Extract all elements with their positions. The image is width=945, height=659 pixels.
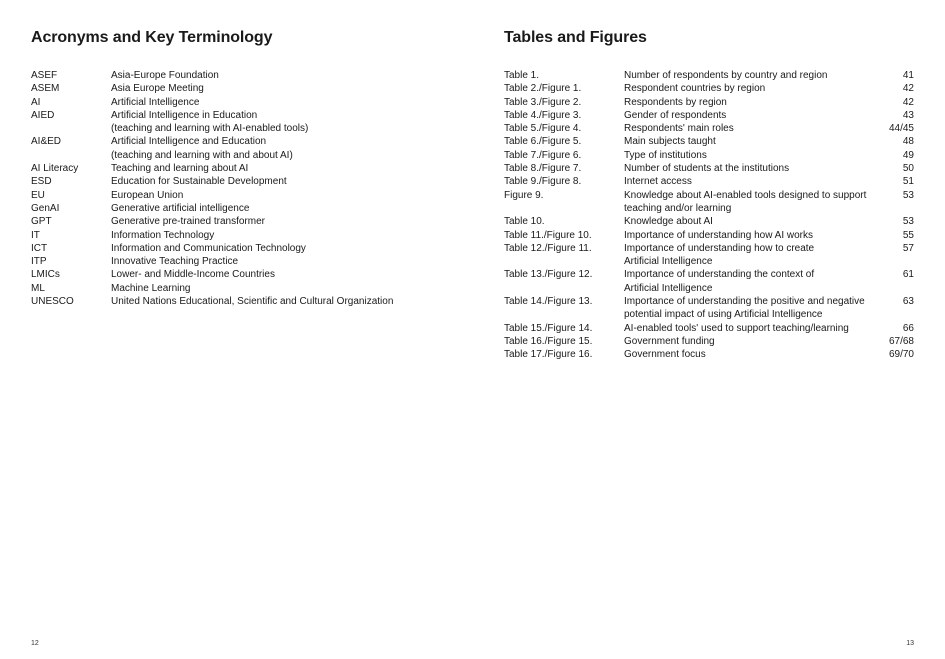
acronym-definition xyxy=(111,255,451,268)
acronym-term: GPT xyxy=(31,216,52,228)
toc-title-line: Type of institutions xyxy=(624,149,707,161)
acronym-definition xyxy=(111,229,451,242)
acronym-definition-line: Innovative Teaching Practice xyxy=(111,256,239,268)
toc-label: Table 16./Figure 15. xyxy=(504,335,593,347)
acronym-definition xyxy=(111,175,451,188)
acronyms-heading: Acronyms and Key Terminology xyxy=(31,29,273,46)
acronym-term: AIED xyxy=(31,109,55,121)
toc-page-number: 63 xyxy=(902,296,914,308)
acronym-term: UNESCO xyxy=(31,296,74,308)
acronym-definition xyxy=(111,69,451,82)
toc-title xyxy=(624,295,874,322)
toc-label: Table 7./Figure 6. xyxy=(504,149,582,161)
toc-title-line: Knowledge about AI-enabled tools designed to support xyxy=(624,189,867,201)
toc-label: Table 10. xyxy=(504,216,545,228)
toc-title-line: AI-enabled tools' used to support teaching/learning xyxy=(624,322,849,334)
toc-title xyxy=(624,135,874,148)
toc-title xyxy=(624,242,874,269)
acronym-row xyxy=(31,135,451,162)
acronym-term: IT xyxy=(31,229,40,241)
toc-row[interactable] xyxy=(504,82,914,95)
toc-page-number: 67/68 xyxy=(888,335,914,347)
acronym-definition xyxy=(111,82,451,95)
toc-label: Table 15./Figure 14. xyxy=(504,322,593,334)
toc-title xyxy=(624,149,874,162)
toc-label: Table 13./Figure 12. xyxy=(504,269,593,281)
toc-title xyxy=(624,229,874,242)
acronym-term: EU xyxy=(31,189,45,201)
toc-title xyxy=(624,335,874,348)
toc-label: Table 17./Figure 16. xyxy=(504,349,593,361)
acronym-term: ML xyxy=(31,282,45,294)
acronym-term: AI Literacy xyxy=(31,163,79,175)
toc-title-line: potential impact of using Artificial Intelligence xyxy=(624,309,823,321)
acronym-definition xyxy=(111,96,451,109)
toc-title-line: teaching and/or learning xyxy=(624,202,732,214)
acronym-definition-line: Artificial Intelligence in Education xyxy=(111,109,258,121)
acronym-definition-line: Asia-Europe Foundation xyxy=(111,70,219,81)
acronym-row xyxy=(31,295,451,308)
toc-title xyxy=(624,189,874,216)
toc-title-line: Importance of understanding how AI works xyxy=(624,229,813,241)
toc-row[interactable] xyxy=(504,335,914,348)
toc-page-number: 44/45 xyxy=(888,123,914,135)
toc-title xyxy=(624,109,874,122)
toc-label: Table 11./Figure 10. xyxy=(504,229,592,241)
acronym-row xyxy=(31,255,451,268)
toc-title-line: Government focus xyxy=(624,349,706,361)
acronym-definition-line: Generative artificial intelligence xyxy=(111,202,250,214)
toc-label: Table 5./Figure 4. xyxy=(504,123,582,135)
toc-row[interactable] xyxy=(504,322,914,335)
acronym-term: ASEF xyxy=(31,70,58,81)
toc-page-number: 61 xyxy=(902,269,914,281)
acronym-definition-line: Information and Communication Technology xyxy=(111,242,306,254)
toc-title-line: Number of students at the institutions xyxy=(624,163,790,175)
toc-page-number: 49 xyxy=(902,149,914,161)
toc-title-line: Government funding xyxy=(624,335,715,347)
toc-page-number: 42 xyxy=(902,83,914,95)
acronym-definition xyxy=(111,295,451,308)
toc-page-number: 66 xyxy=(902,322,914,334)
acronyms-list xyxy=(31,69,451,308)
toc-title xyxy=(624,69,874,82)
acronym-definition-line: (teaching and learning with and about AI) xyxy=(111,149,293,161)
toc-label: Table 3./Figure 2. xyxy=(504,96,582,108)
toc-title xyxy=(624,96,874,109)
toc-page-number: 42 xyxy=(902,96,914,108)
acronym-definition xyxy=(111,282,451,295)
toc-title xyxy=(624,162,874,175)
acronym-definition xyxy=(111,189,451,202)
toc-title-line: Gender of respondents xyxy=(624,109,727,121)
toc-row[interactable] xyxy=(504,175,914,188)
acronym-row xyxy=(31,202,451,215)
toc-title-line: Artificial Intelligence xyxy=(624,256,713,268)
toc-label: Table 12./Figure 11. xyxy=(504,242,592,254)
toc-label: Table 14./Figure 13. xyxy=(504,296,593,308)
page-number-left: 12 xyxy=(31,640,39,647)
toc-title-line: Respondent countries by region xyxy=(624,83,766,95)
toc-row[interactable] xyxy=(504,122,914,135)
toc-label: Table 1. xyxy=(504,70,540,81)
toc-title-line: Importance of understanding the positive and negative xyxy=(624,296,865,308)
toc-title xyxy=(624,82,874,95)
toc-title-line: Internet access xyxy=(624,176,692,188)
acronym-term: AI xyxy=(31,96,41,108)
toc-title-line: Importance of understanding how to create xyxy=(624,242,815,254)
acronym-row xyxy=(31,82,451,95)
acronym-term: ASEM xyxy=(31,83,60,95)
toc-title-line: Main subjects taught xyxy=(624,136,716,148)
toc-row[interactable] xyxy=(504,348,914,361)
acronym-definition xyxy=(111,242,451,255)
acronym-row xyxy=(31,229,451,242)
acronym-definition-line: Machine Learning xyxy=(111,282,191,294)
toc-label: Table 4./Figure 3. xyxy=(504,109,582,121)
toc-row[interactable] xyxy=(504,162,914,175)
acronym-definition-line: European Union xyxy=(111,189,184,201)
toc-row[interactable] xyxy=(504,229,914,242)
toc-page-number: 53 xyxy=(902,189,914,201)
toc-page-number: 57 xyxy=(902,242,914,254)
acronym-row xyxy=(31,175,451,188)
toc-row[interactable] xyxy=(504,109,914,122)
toc-page-number: 48 xyxy=(902,136,914,148)
acronym-term: AI&ED xyxy=(31,136,62,148)
toc-label: Figure 9. xyxy=(504,189,544,201)
acronym-definition-line: Education for Sustainable Development xyxy=(111,176,287,188)
toc-page-number: 41 xyxy=(902,70,914,81)
toc-row[interactable] xyxy=(504,135,914,148)
acronym-term: GenAI xyxy=(31,202,60,214)
acronyms-page xyxy=(31,28,451,308)
toc-row[interactable] xyxy=(504,149,914,162)
acronym-term: ITP xyxy=(31,256,47,268)
acronym-definition-line: Lower- and Middle-Income Countries xyxy=(111,269,275,281)
toc-title-line: Knowledge about AI xyxy=(624,216,713,228)
acronym-definition xyxy=(111,215,451,228)
acronym-row xyxy=(31,215,451,228)
toc-title xyxy=(624,175,874,188)
acronym-definition-line: Generative pre-trained transformer xyxy=(111,216,265,228)
toc-page-number: 51 xyxy=(902,176,914,188)
acronym-term: ESD xyxy=(31,176,52,188)
toc-page-number: 69/70 xyxy=(888,349,914,361)
acronym-term: ICT xyxy=(31,242,48,254)
acronym-row xyxy=(31,282,451,295)
toc-row[interactable] xyxy=(504,69,914,82)
acronym-row xyxy=(31,162,451,175)
toc-title-line: Artificial Intelligence xyxy=(624,282,713,294)
tables-figures-page xyxy=(504,28,914,362)
toc-title-line: Respondents by region xyxy=(624,96,727,108)
toc-label: Table 8./Figure 7. xyxy=(504,163,582,175)
toc-row[interactable] xyxy=(504,242,914,269)
toc-title xyxy=(624,322,874,335)
acronym-row xyxy=(31,189,451,202)
acronym-definition xyxy=(111,202,451,215)
acronym-definition xyxy=(111,268,451,281)
acronym-definition xyxy=(111,109,451,136)
toc-title-line: Importance of understanding the context of xyxy=(624,269,815,281)
toc-title xyxy=(624,268,874,295)
toc-row[interactable] xyxy=(504,215,914,228)
acronym-definition-line: Teaching and learning about AI xyxy=(111,163,249,175)
toc-row[interactable] xyxy=(504,268,914,295)
acronym-row xyxy=(31,242,451,255)
toc-label: Table 6./Figure 5. xyxy=(504,136,582,148)
acronym-definition xyxy=(111,135,451,162)
acronym-definition-line: United Nations Educational, Scientific and Cultural Organization xyxy=(111,296,394,308)
acronym-row xyxy=(31,69,451,82)
toc-label: Table 9./Figure 8. xyxy=(504,176,582,188)
acronym-definition-line: (teaching and learning with AI-enabled tools) xyxy=(111,123,309,135)
acronym-definition-line: Artificial Intelligence xyxy=(111,96,200,108)
acronym-definition-line: Artificial Intelligence and Education xyxy=(111,136,267,148)
acronym-term: LMICs xyxy=(31,269,60,281)
tables-figures-heading: Tables and Figures xyxy=(504,29,647,46)
toc-title-line: Number of respondents by country and region xyxy=(624,70,828,81)
tables-figures-list xyxy=(504,69,914,362)
toc-row[interactable] xyxy=(504,295,914,322)
acronym-row xyxy=(31,109,451,136)
toc-label: Table 2./Figure 1. xyxy=(504,83,582,95)
acronym-definition-line: Information Technology xyxy=(111,229,215,241)
toc-title xyxy=(624,348,874,361)
toc-title xyxy=(624,122,874,135)
acronym-row xyxy=(31,96,451,109)
page-number-right: 13 xyxy=(906,640,914,647)
toc-row[interactable] xyxy=(504,189,914,216)
toc-page-number: 55 xyxy=(902,229,914,241)
toc-title xyxy=(624,215,874,228)
toc-title-line: Respondents' main roles xyxy=(624,123,734,135)
toc-row[interactable] xyxy=(504,96,914,109)
acronym-row xyxy=(31,268,451,281)
toc-page-number: 43 xyxy=(902,109,914,121)
toc-page-number: 53 xyxy=(902,216,914,228)
acronym-definition-line: Asia Europe Meeting xyxy=(111,83,204,95)
toc-page-number: 50 xyxy=(902,163,914,175)
acronym-definition xyxy=(111,162,451,175)
